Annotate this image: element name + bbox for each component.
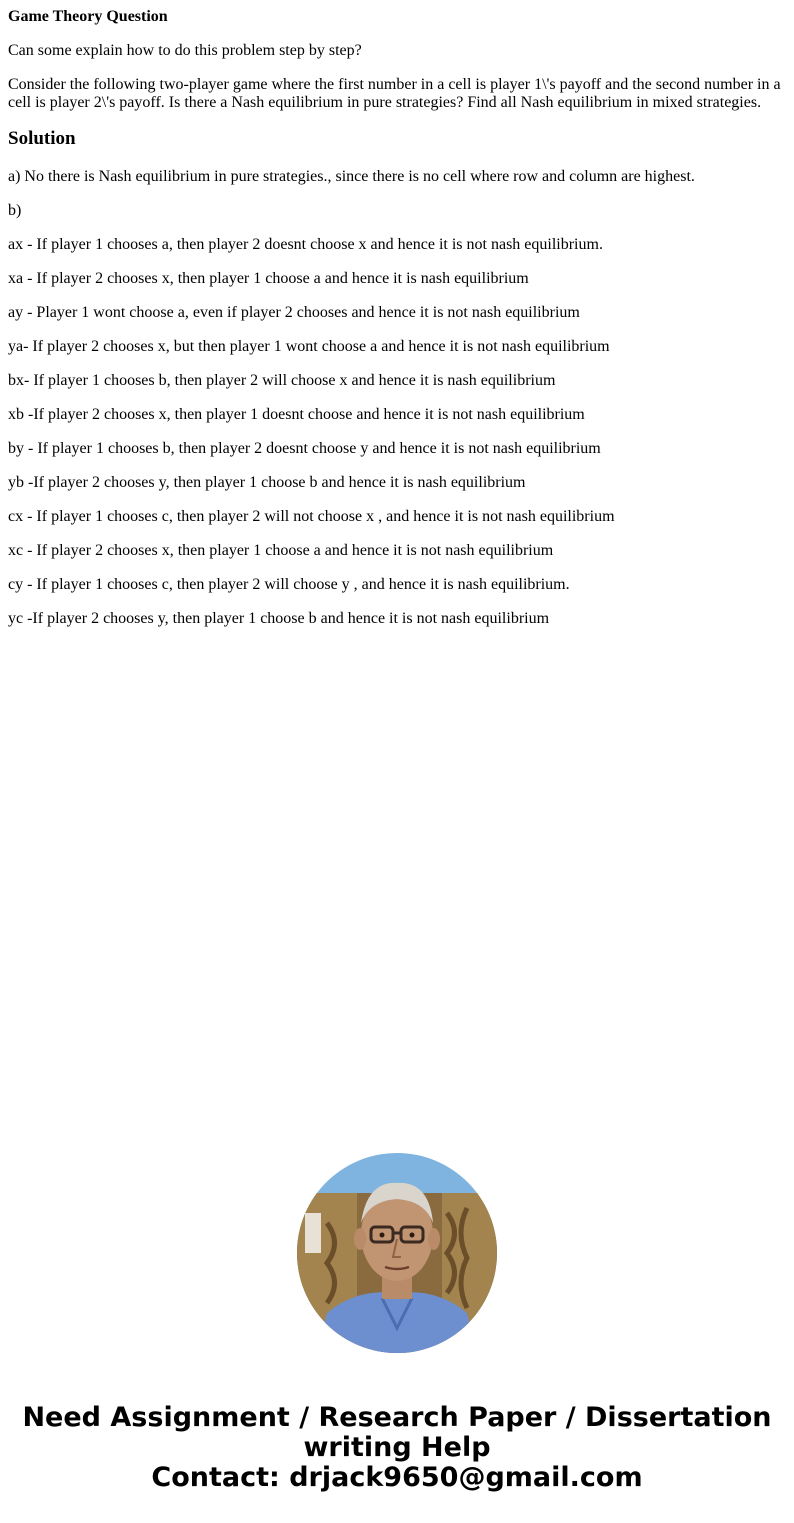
solution-line: yb -If player 2 chooses y, then player 1 choose b and hence it is nash equilibrium <box>8 474 526 491</box>
solution-line: xa - If player 2 chooses x, then player 1 choose a and hence it is nash equilibrium <box>8 270 529 287</box>
solution-line: ax - If player 1 chooses a, then player 2 doesnt choose x and hence it is not nash equilibrium. <box>8 236 603 253</box>
author-avatar <box>297 1153 497 1353</box>
banner-contact: Contact: drjack9650@gmail.com <box>151 1462 643 1493</box>
solution-line: cy - If player 1 chooses c, then player 2 will choose y , and hence it is nash equilibrium. <box>8 576 570 593</box>
solution-line: bx- If player 1 chooses b, then player 2 will choose x and hence it is nash equilibrium <box>8 372 556 389</box>
document-content <box>8 8 786 644</box>
contact-banner <box>0 1403 794 1493</box>
solution-line: ay - Player 1 wont choose a, even if player 2 chooses and hence it is not nash equilibrium <box>8 304 580 321</box>
solution-line: yc -If player 2 chooses y, then player 1 choose b and hence it is not nash equilibrium <box>8 610 550 627</box>
solution-line: xc - If player 2 chooses x, then player 1 choose a and hence it is not nash equilibrium <box>8 542 554 559</box>
solution-line: a) No there is Nash equilibrium in pure strategies., since there is no cell where row and column are highest. <box>8 168 695 185</box>
solution-line: by - If player 1 chooses b, then player 2 doesnt choose y and hence it is not nash equilibrium <box>8 440 601 457</box>
banner-line-2: writing Help <box>303 1432 491 1463</box>
author-portrait-image <box>297 1153 497 1353</box>
solution-line: ya- If player 2 chooses x, but then player 1 wont choose a and hence it is not nash equilibrium <box>8 338 610 355</box>
banner-line-1: Need Assignment / Research Paper / Dissertation <box>22 1402 772 1433</box>
question-title: Game Theory Question <box>8 8 168 25</box>
solution-line: cx - If player 1 chooses c, then player 2 will not choose x , and hence it is not nash equilibrium <box>8 508 615 525</box>
question-intro: Can some explain how to do this problem step by step? <box>8 42 362 59</box>
solution-line: xb -If player 2 chooses x, then player 1 doesnt choose and hence it is not nash equilibrium <box>8 406 585 423</box>
question-body: Consider the following two-player game where the first number in a cell is player 1\'s payoff and the second number in a cell is player 2\'s payoff. Is there a Nash equilibrium in pure strategies? Find all Nash equilibrium in mixed strategies. <box>8 76 781 111</box>
solution-line: b) <box>8 202 22 219</box>
solution-heading: Solution <box>8 128 76 149</box>
